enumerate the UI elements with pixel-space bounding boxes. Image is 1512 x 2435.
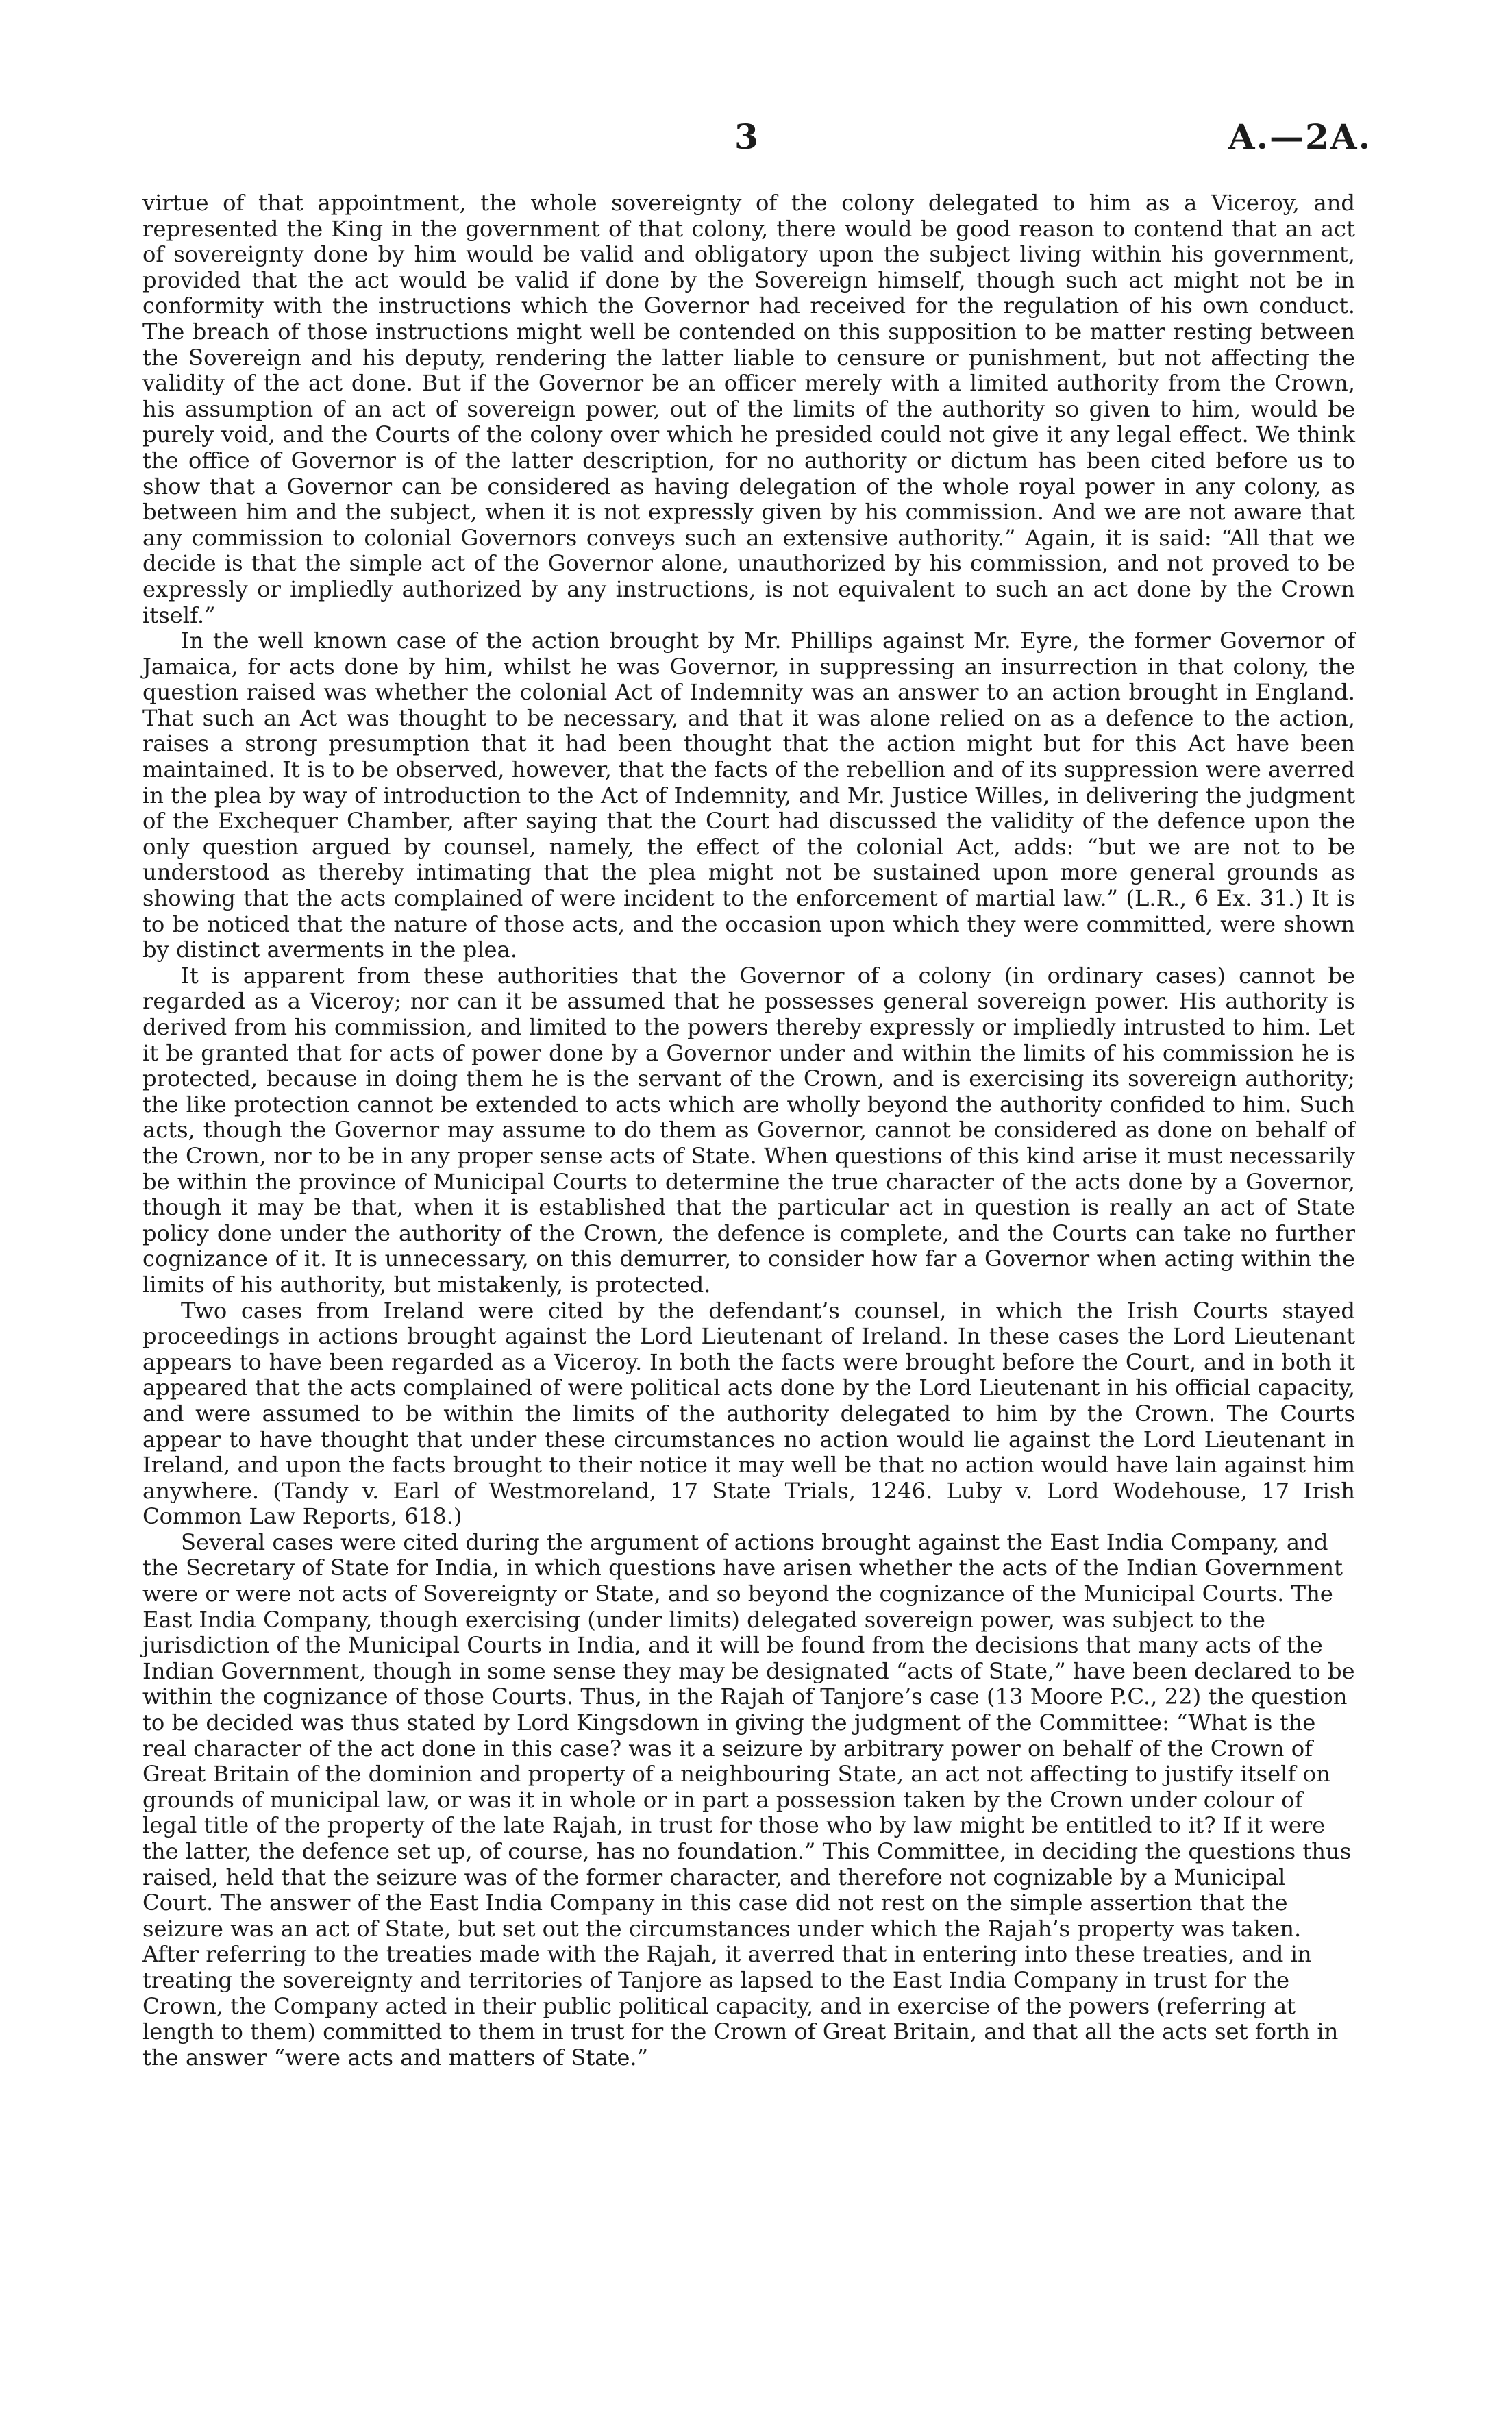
paragraph-governor-authority: It is apparent from these authorities that the Governor of a colony (in ordinary cases) cannot be regarded as a Viceroy; nor can it be assumed that he possesses general sovereign power. His authority is derived from his commission, and limited to the powers thereby expressly or impliedly intrusted to him. Let it be granted that for acts of power done by a Governor under and within the limits of his commission he is protected, because in doing them he is the servant of the Crown, and is exercising its sovereign authority; the like protection cannot be extended to acts which are wholly beyond the authority confided to him. Such acts, though the Governor may assume to do them as Governor, cannot be considered as done on behalf of the Crown, nor to be in any proper sense acts of State. When questions of this kind arise it must necessarily be within the province of Municipal Courts to determine the true character of the acts done by a Governor, though it may be that, when it is established that the particular act in question is really an act of State policy done under the authority of the Crown, the defence is complete, and the Courts can take no further cognizance of it. It is unnecessary, on this demurrer, to consider how far a Governor when acting within the limits of his authority, but mistakenly, is protected. [142, 962, 1355, 1298]
paragraph-east-india-company: Several cases were cited during the argument of actions brought against the East India Company, and the Secretary of State for India, in which questions have arisen whether the acts of the Indian Government were or were not acts of Sovereignty or State, and so beyond the cognizance of the Municipal Courts. The East India Company, though exercising (under limits) delegated sovereign power, was subject to the jurisdiction of the Municipal Courts in India, and it will be found from the decisions that many acts of the Indian Government, though in some sense they may be designated “acts of State,” have been declared to be within the cognizance of those Courts. Thus, in the Rajah of Tanjore’s case (13 Moore P.C., 22) the question to be decided was thus stated by Lord Kingsdown in giving the judgment of the Committee: “What is the real character of the act done in this case? was it a seizure by arbitrary power on behalf of the Crown of Great Britain of the dominion and property of a neighbouring State, an act not affecting to justify itself on grounds of municipal law, or was it in whole or in part a possession taken by the Crown under colour of legal title of the property of the late Rajah, in trust for those who by law might be entitled to it? If it were the latter, the defence set up, of course, has no foundation.” This Committee, in deciding the questions thus raised, held that the seizure was of the former character, and therefore not cognizable by a Municipal Court. The answer of the East India Company in this case did not rest on the simple assertion that the seizure was an act of State, but set out the circumstances under which the Rajah’s property was taken. After referring to the treaties made with the Rajah, it averred that in entering into these treaties, and in treating the sovereignty and territories of Tanjore as lapsed to the East India Company in trust for the Crown, the Company acted in their public political capacity, and in exercise of the powers (referring at length to them) committed to them in trust for the Crown of Great Britain, and that all the acts set forth in the answer “were acts and matters of State.” [142, 1529, 1355, 2071]
paper-reference: A.—2A. [1228, 116, 1372, 157]
paragraph-continued: virtue of that appointment, the whole sovereignty of the colony delegated to him as a Viceroy, and represented the King in the government of that colony, there would be good reason to contend that an act of sovereignty done by him would be valid and obligatory upon the subject living within his government, provided that the act would be valid if done by the Sovereign himself, though such act might not be in conformity with the instructions which the Governor had received for the regulation of his own conduct. The breach of those instructions might well be contended on this supposition to be matter resting between the Sovereign and his deputy, rendering the latter liable to censure or punishment, but not affecting the validity of the act done. But if the Governor be an officer merely with a limited authority from the Crown, his assumption of an act of sovereign power, out of the limits of the authority so given to him, would be purely void, and the Courts of the colony over which he presided could not give it any legal effect. We think the office of Governor is of the latter description, for no authority or dictum has been cited before us to show that a Governor can be considered as having delegation of the whole royal power in any colony, as between him and the subject, when it is not expressly given by his commission. And we are not aware that any commission to colonial Governors conveys such an extensive authority.” Again, it is said: “All that we decide is that the simple act of the Governor alone, unauthorized by his commission, and not proved to be expressly or impliedly authorized by any instructions, is not equivalent to such an act done by the Crown itself.” [142, 190, 1355, 628]
paragraph-phillips-v-eyre: In the well known case of the action brought by Mr. Phillips against Mr. Eyre, the former Governor of Jamaica, for acts done by him, whilst he was Governor, in suppressing an insurrection in that colony, the question raised was whether the colonial Act of Indemnity was an answer to an action brought in England. That such an Act was thought to be necessary, and that it was alone relied on as a defence to the action, raises a strong presumption that it had been thought that the action might but for this Act have been maintained. It is to be observed, however, that the facts of the rebellion and of its suppression were averred in the plea by way of introduction to the Act of Indemnity, and Mr. Justice Willes, in delivering the judgment of the Exchequer Chamber, after saying that the Court had discussed the validity of the defence upon the only question argued by counsel, namely, the effect of the colonial Act, adds: “but we are not to be understood as thereby intimating that the plea might not be sustained upon more general grounds as showing that the acts complained of were incident to the enforcement of martial law.” (L.R., 6 Ex. 31.) It is to be noticed that the nature of those acts, and the occasion upon which they were committed, were shown by distinct averments in the plea. [142, 628, 1355, 963]
paragraph-irish-cases: Two cases from Ireland were cited by the defendant’s counsel, in which the Irish Courts stayed proceedings in actions brought against the Lord Lieutenant of Ireland. In these cases the Lord Lieutenant appears to have been regarded as a Viceroy. In both the facts were brought before the Court, and in both it appeared that the acts complained of were political acts done by the Lord Lieutenant in his official capacity, and were assumed to be within the limits of the authority delegated to him by the Crown. The Courts appear to have thought that under these circumstances no action would lie against the Lord Lieutenant in Ireland, and upon the facts brought to their notice it may well be that no action would have lain against him anywhere. (Tandy v. Earl of Westmoreland, 17 State Trials, 1246. Luby v. Lord Wodehouse, 17 Irish Common Law Reports, 618.) [142, 1297, 1355, 1530]
body-text [142, 190, 1355, 2071]
page-number: 3 [734, 116, 759, 157]
page-header [0, 116, 1512, 171]
